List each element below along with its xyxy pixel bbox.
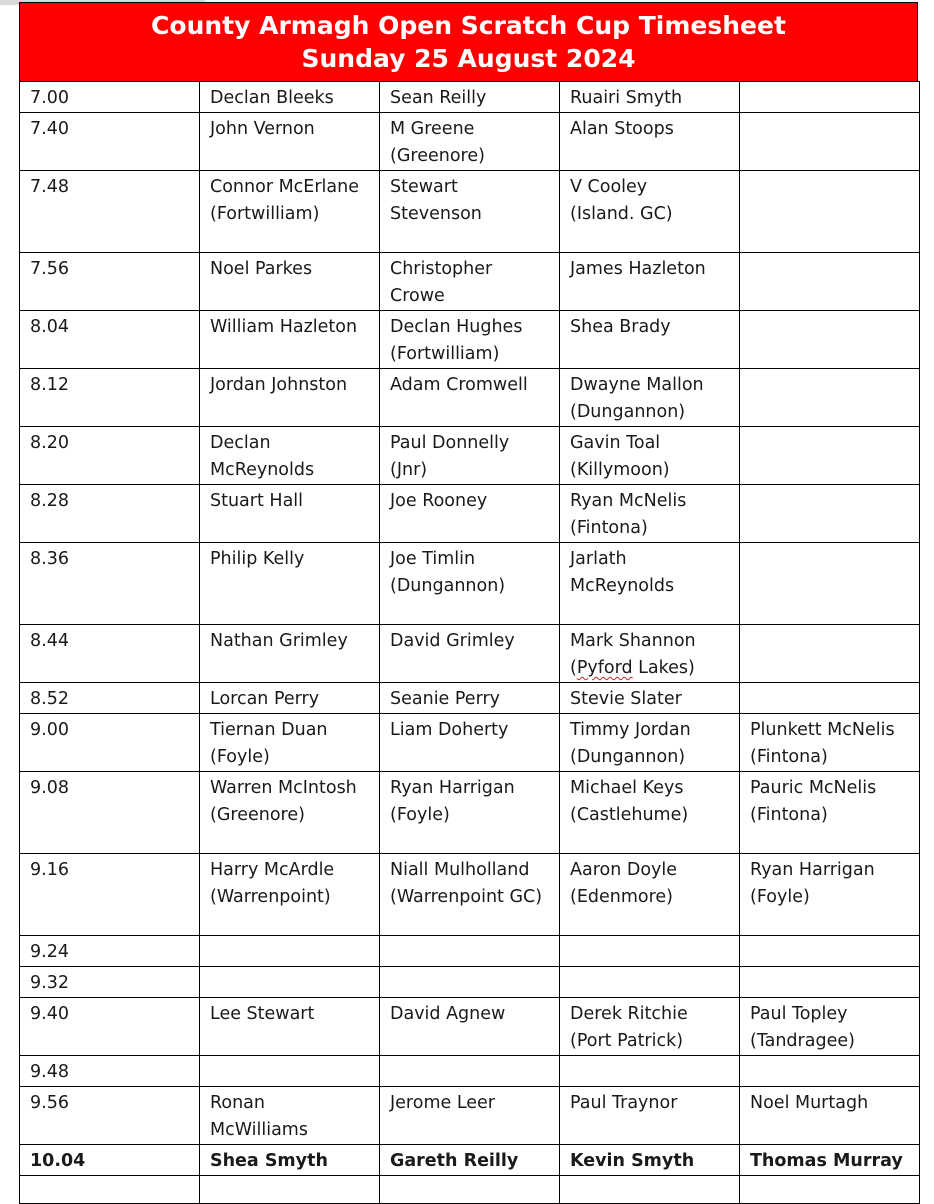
player-name: Niall Mulholland [390,860,530,880]
player-cell [740,967,920,998]
player-cell [200,113,380,171]
tee-time-row [20,82,920,113]
player-cell [740,171,920,253]
player-cell [200,854,380,936]
player-club: (Fintona) [750,747,828,767]
player-cell [200,369,380,427]
player-club: (Castlehume) [570,805,689,825]
tee-time-text: 9.40 [30,1004,69,1024]
player-name: Plunkett McNelis [750,720,895,740]
tee-time-cell [20,113,200,171]
tee-time-cell [20,683,200,714]
player-cell [560,311,740,369]
tee-times-table [19,81,920,1204]
player-cell [200,967,380,998]
player-name: Gareth Reilly [390,1151,519,1171]
player-cell [560,854,740,936]
player-club: (Dungannon) [570,402,686,422]
player-name: Seanie Perry [390,689,501,709]
tee-time-text: 7.00 [30,88,69,108]
player-name: David Grimley [390,631,515,651]
player-cell [380,171,560,253]
player-cell [200,1176,380,1204]
tee-time-text: 9.00 [30,720,69,740]
player-club: McReynolds [210,460,315,480]
tee-time-cell [20,82,200,113]
tee-time-text: 10.04 [30,1151,86,1171]
player-name: Shea Smyth [210,1151,328,1171]
player-cell [200,1145,380,1176]
player-cell [560,543,740,625]
player-cell [200,683,380,714]
player-cell [380,854,560,936]
player-cell [380,485,560,543]
tee-time-row [20,936,920,967]
player-name: Dwayne Mallon [570,375,704,395]
player-name: Jarlath [570,549,627,569]
player-name: Lee Stewart [210,1004,315,1024]
player-cell [380,1145,560,1176]
timesheet-title: County Armagh Open Scratch Cup Timesheet [151,11,786,40]
player-name: Declan [210,433,271,453]
player-club: (Greenore) [210,805,305,825]
timesheet-header [19,2,918,81]
player-name: Paul Traynor [570,1093,678,1113]
player-name: Nathan Grimley [210,631,348,651]
tee-time-text: 9.08 [30,778,69,798]
player-cell [740,1145,920,1176]
tee-time-row [20,113,920,171]
tee-time-row [20,625,920,683]
tee-time-text: 8.12 [30,375,69,395]
player-name: Warren McIntosh [210,778,357,798]
tee-time-cell [20,854,200,936]
player-cell [380,714,560,772]
player-club: (Warrenpoint) [210,887,331,907]
player-cell [560,772,740,854]
tee-time-row [20,998,920,1056]
player-name: James Hazleton [570,259,706,279]
player-cell [380,369,560,427]
tee-time-text: 9.56 [30,1093,69,1113]
tee-time-text: 8.28 [30,491,69,511]
player-club: McWilliams [210,1120,308,1140]
tee-time-cell [20,1056,200,1087]
tee-time-cell [20,772,200,854]
player-cell [740,369,920,427]
tee-time-row [20,714,920,772]
tee-time-row [20,1087,920,1145]
player-cell [740,253,920,311]
player-cell [200,625,380,683]
tee-time-row [20,967,920,998]
player-cell [200,253,380,311]
player-cell [380,1087,560,1145]
tee-time-row [20,1176,920,1204]
tee-time-cell [20,311,200,369]
player-name: Derek Ritchie [570,1004,688,1024]
player-cell [560,82,740,113]
player-cell [200,772,380,854]
tee-time-text: 7.40 [30,119,69,139]
player-name: Mark Shannon [570,631,696,651]
player-cell [380,998,560,1056]
tee-time-row [20,253,920,311]
player-name: Ryan Harrigan [390,778,515,798]
player-cell [740,714,920,772]
player-name: Joe Rooney [390,491,488,511]
player-name: Jordan Johnston [210,375,348,395]
player-cell [200,485,380,543]
player-club: (Port Patrick) [570,1031,684,1051]
player-name: Ryan McNelis [570,491,687,511]
player-club: (Island. GC) [570,204,673,224]
player-name: Michael Keys [570,778,684,798]
player-club: (Pyford Lakes) [570,658,695,678]
player-cell [560,485,740,543]
player-cell [200,82,380,113]
player-cell [200,1056,380,1087]
player-club: McReynolds [570,576,675,596]
player-club: (Killymoon) [570,460,670,480]
tee-time-cell [20,1145,200,1176]
player-cell [200,1087,380,1145]
player-cell [740,113,920,171]
player-cell [740,311,920,369]
tee-time-text: 8.20 [30,433,69,453]
tee-time-row [20,1145,920,1176]
player-club: (Foyle) [390,805,450,825]
tee-time-row [20,683,920,714]
player-cell [560,113,740,171]
player-club: (Dungannon) [570,747,686,767]
player-cell [560,683,740,714]
player-name: Stevie Slater [570,689,682,709]
player-cell [560,171,740,253]
player-cell [560,625,740,683]
player-cell [200,714,380,772]
player-name: Noel Parkes [210,259,313,279]
player-cell [380,427,560,485]
player-club: (Fintona) [750,805,828,825]
tee-time-cell [20,967,200,998]
tee-time-text: 9.48 [30,1062,69,1082]
tee-time-cell [20,543,200,625]
player-name: Thomas Murray [750,1151,903,1171]
player-cell [740,82,920,113]
player-name: M Greene [390,119,475,139]
player-cell [560,1087,740,1145]
player-cell [200,543,380,625]
player-name: Lorcan Perry [210,689,320,709]
player-cell [560,714,740,772]
tee-time-text: 7.56 [30,259,69,279]
player-name: Timmy Jordan [570,720,691,740]
player-cell [560,967,740,998]
player-name: Adam Cromwell [390,375,528,395]
player-name: David Agnew [390,1004,506,1024]
player-name: Shea Brady [570,317,671,337]
tee-time-row [20,427,920,485]
player-cell [380,967,560,998]
player-cell [740,625,920,683]
player-cell [380,311,560,369]
player-cell [560,936,740,967]
tee-time-text: 8.36 [30,549,69,569]
player-cell [740,427,920,485]
player-club: (Warrenpoint GC) [390,887,543,907]
spellcheck-underline: Pyford [576,658,633,678]
player-name: William Hazleton [210,317,358,337]
player-name: Ryan Harrigan [750,860,875,880]
player-name: Jerome Leer [390,1093,495,1113]
player-cell [200,311,380,369]
player-cell [380,772,560,854]
player-name: Harry McArdle [210,860,335,880]
tee-time-cell [20,625,200,683]
player-club: (Foyle) [750,887,810,907]
player-cell [740,936,920,967]
player-name: John Vernon [210,119,315,139]
tee-time-cell [20,427,200,485]
player-cell [560,369,740,427]
tee-time-row [20,171,920,253]
player-club: (Edenmore) [570,887,674,907]
tee-time-cell [20,998,200,1056]
player-name: Philip Kelly [210,549,305,569]
player-cell [200,998,380,1056]
tee-time-text: 8.52 [30,689,69,709]
player-cell [380,82,560,113]
player-cell [380,543,560,625]
tee-time-row [20,543,920,625]
player-name: Declan Bleeks [210,88,334,108]
tee-time-row [20,485,920,543]
player-name: Noel Murtagh [750,1093,869,1113]
tee-time-cell [20,171,200,253]
player-name: Tiernan Duan [210,720,328,740]
player-club: Stevenson [390,204,482,224]
tee-time-text: 8.44 [30,631,69,651]
player-name: Paul Topley [750,1004,848,1024]
player-club: Crowe [390,286,445,306]
tee-time-cell [20,1176,200,1204]
player-cell [560,253,740,311]
player-cell [380,253,560,311]
tee-time-row [20,311,920,369]
tee-time-text: 7.48 [30,177,69,197]
player-cell [380,1056,560,1087]
player-name: Sean Reilly [390,88,487,108]
player-cell [740,998,920,1056]
tee-time-cell [20,369,200,427]
tee-time-text: 9.16 [30,860,69,880]
player-cell [740,772,920,854]
player-name: Declan Hughes [390,317,523,337]
player-name: Joe Timlin [390,549,476,569]
player-cell [200,171,380,253]
player-name: Paul Donnelly [390,433,510,453]
tee-time-text: 9.24 [30,942,69,962]
player-club: (Dungannon) [390,576,506,596]
player-club: (Fortwilliam) [210,204,320,224]
player-cell [560,998,740,1056]
player-name: Aaron Doyle [570,860,678,880]
player-name: Pauric McNelis [750,778,877,798]
player-name: Ruairi Smyth [570,88,683,108]
tee-time-text: 8.04 [30,317,69,337]
tee-time-row [20,369,920,427]
tee-time-row [20,772,920,854]
player-cell [560,1176,740,1204]
tee-time-cell [20,714,200,772]
tee-time-row [20,854,920,936]
player-cell [740,1087,920,1145]
player-name: Gavin Toal [570,433,661,453]
player-name: Stewart [390,177,458,197]
tee-time-cell [20,936,200,967]
tee-time-cell [20,485,200,543]
player-cell [560,1145,740,1176]
player-cell [740,683,920,714]
player-name: Ronan [210,1093,265,1113]
tee-time-text: 9.32 [30,973,69,993]
player-cell [740,854,920,936]
player-name: Christopher [390,259,493,279]
player-club: (Tandragee) [750,1031,855,1051]
player-name: Liam Doherty [390,720,509,740]
player-club: (Fortwilliam) [390,344,500,364]
player-cell [740,1176,920,1204]
player-name: Connor McErlane [210,177,359,197]
player-cell [740,485,920,543]
player-name: Kevin Smyth [570,1151,695,1171]
player-cell [380,683,560,714]
player-cell [380,113,560,171]
player-club: (Greenore) [390,146,485,166]
player-club: (Jnr) [390,460,428,480]
player-cell [740,1056,920,1087]
player-cell [200,427,380,485]
player-cell [380,1176,560,1204]
tee-time-cell [20,253,200,311]
player-name: Stuart Hall [210,491,304,511]
timesheet-date: Sunday 25 August 2024 [301,44,636,73]
tee-time-cell [20,1087,200,1145]
player-name: Alan Stoops [570,119,674,139]
player-club: (Foyle) [210,747,270,767]
player-cell [740,543,920,625]
player-cell [380,625,560,683]
player-cell [560,1056,740,1087]
player-cell [560,427,740,485]
player-cell [200,936,380,967]
tee-time-row [20,1056,920,1087]
player-club: (Fintona) [570,518,648,538]
player-name: V Cooley [570,177,648,197]
player-cell [380,936,560,967]
